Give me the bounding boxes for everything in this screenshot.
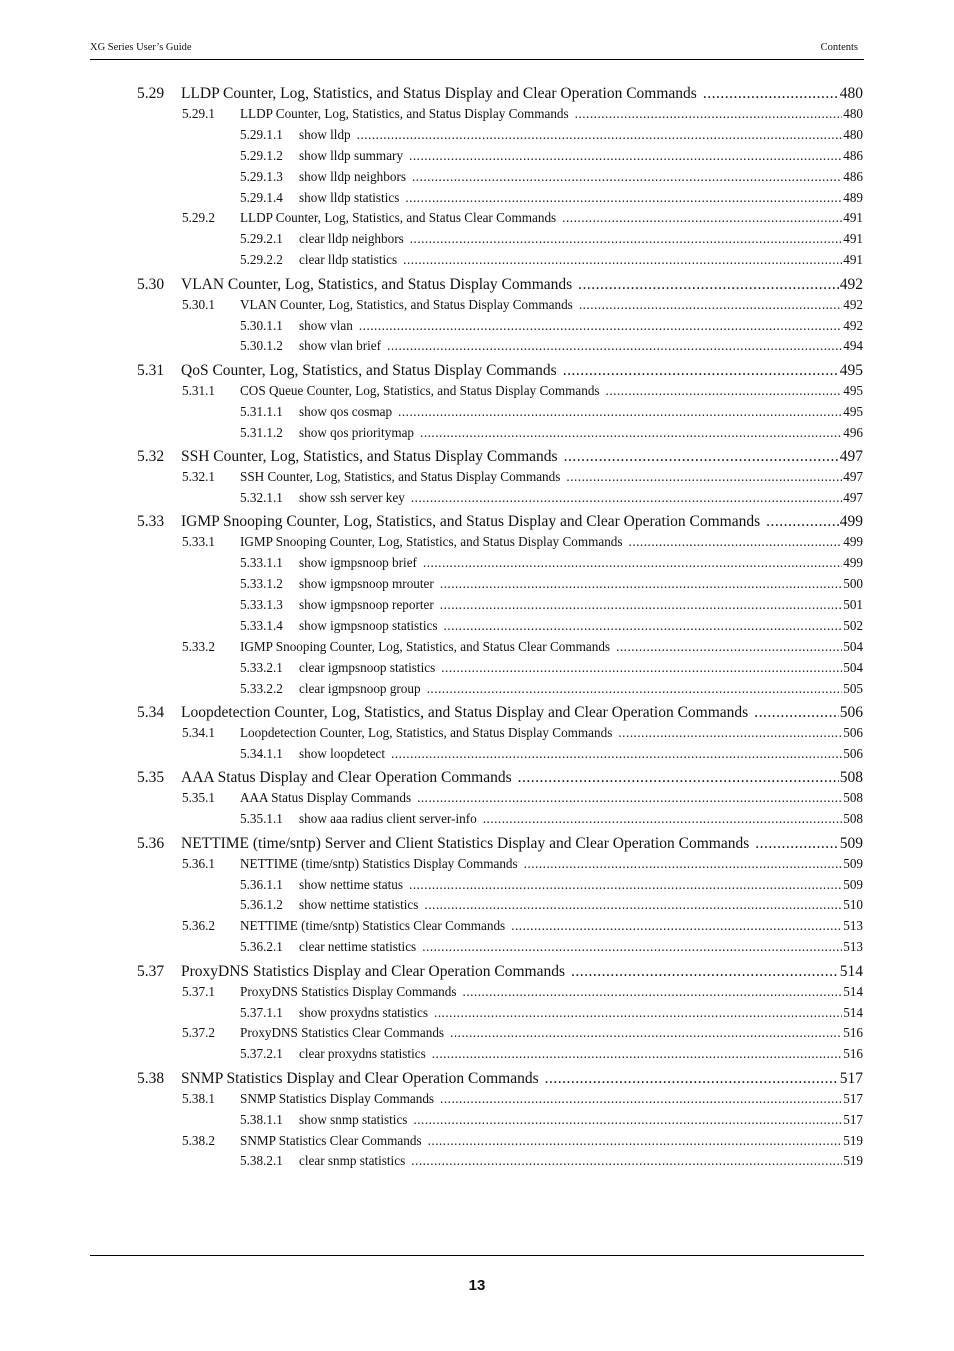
toc-leader-dots [440,1091,842,1107]
toc-entry-page: 480 [839,85,863,102]
toc-entry-number: 5.31.1 [182,382,215,398]
toc-entry-level-3[interactable] [240,1112,863,1133]
toc-entry-page: 509 [843,876,863,892]
toc-entry-page: 517 [839,1069,863,1087]
toc-entry-level-3[interactable] [240,318,863,339]
toc-leader-dots [403,252,842,268]
toc-entry-level-3[interactable] [240,425,863,446]
toc-entry-level-3[interactable] [240,939,863,960]
toc-entry-level-2[interactable] [182,297,863,318]
toc-entry-number: 5.30.1 [182,296,215,312]
toc-entry-title: SSH Counter, Log, Statistics, and Status Display Commands [240,469,561,484]
toc-entry-title: SNMP Statistics Display Commands [240,1090,435,1106]
toc-entry-title: LLDP Counter, Log, Statistics, and Status Display and Clear Operation Commands [181,85,697,102]
toc-entry-title: show lldp statistics [299,189,400,205]
toc-leader-dots [443,618,842,634]
toc-leader-dots [405,190,842,206]
toc-entry-level-2[interactable] [182,856,863,877]
toc-entry-page: 510 [843,897,863,913]
toc-entry-level-1[interactable] [137,963,863,985]
toc-entry-page: 514 [843,983,863,999]
toc-leader-dots [755,835,839,853]
toc-entry-title: clear snmp statistics [299,1153,406,1169]
toc-entry-level-1[interactable] [137,835,863,857]
toc-entry-number: 5.36.1.2 [240,897,283,913]
toc-entry-level-1[interactable] [137,362,863,384]
toc-leader-dots [440,576,842,592]
toc-entry-number: 5.33.1.4 [240,617,283,633]
toc-entry-number: 5.32.1 [182,469,215,484]
toc-entry-number: 5.38.2.1 [240,1153,283,1169]
toc-leader-dots [428,1133,843,1149]
toc-entry-page: 504 [843,659,863,675]
toc-entry-level-3[interactable] [240,1046,863,1067]
toc-entry-title: show lldp summary [299,147,404,163]
toc-entry-level-3[interactable] [240,897,863,918]
toc-entry-title: IGMP Snooping Counter, Log, Statistics, and Status Display and Clear Operation Commands [181,513,761,531]
toc-entry-page: 492 [843,317,863,333]
toc-entry-page: 508 [839,769,863,787]
toc-entry-title: show lldp [299,126,351,142]
toc-entry-number: 5.33.1.1 [240,555,283,571]
toc-entry-level-1[interactable] [137,85,863,107]
toc-leader-dots [409,877,842,893]
toc-leader-dots [606,383,843,399]
toc-leader-dots [357,127,843,143]
toc-entry-number: 5.38.1 [182,1090,215,1106]
toc-entry-number: 5.31.1.2 [240,424,283,440]
toc-entry-level-2[interactable] [182,725,863,746]
toc-entry-number: 5.37.1 [182,983,215,999]
toc-entry-number: 5.31.1.1 [240,403,283,419]
toc-leader-dots [427,681,843,697]
toc-entry-level-1[interactable] [137,1070,863,1092]
toc-entry-level-2[interactable] [182,469,863,490]
toc-leader-dots [423,555,842,571]
toc-leader-dots [450,1025,842,1041]
toc-entry-title: ProxyDNS Statistics Display and Clear Operation Commands [181,962,566,980]
toc-entry-page: 496 [843,424,863,440]
toc-entry-number: 5.29 [137,85,165,102]
toc-leader-dots [411,490,842,506]
toc-entry-number: 5.30.1.2 [240,338,283,354]
toc-leader-dots [398,404,842,420]
toc-entry-page: 506 [839,704,863,722]
toc-entry-title: show proxydns statistics [299,1004,428,1020]
toc-entry-number: 5.33.2 [182,638,215,654]
toc-entry-title: clear nettime statistics [299,939,417,955]
toc-entry-level-3[interactable] [240,190,863,211]
toc-entry-number: 5.36.1 [182,855,215,871]
toc-entry-title: LLDP Counter, Log, Statistics, and Status Display Commands [240,105,569,121]
toc-leader-dots [420,425,842,441]
toc-leader-dots [703,85,839,103]
toc-entry-level-3[interactable] [240,597,863,618]
toc-entry-page: 509 [843,855,863,871]
toc-entry-page: 499 [839,513,863,531]
toc-entry-level-3[interactable] [240,660,863,681]
toc-leader-dots [424,897,842,913]
toc-entry-number: 5.34 [137,704,165,722]
toc-entry-number: 5.37.1.1 [240,1004,283,1020]
toc-entry-number: 5.35.1 [182,790,215,806]
toc-entry-page: 492 [839,275,863,293]
toc-entry-title: ProxyDNS Statistics Display Commands [240,983,457,999]
toc-entry-title: NETTIME (time/sntp) Statistics Display Commands [240,855,518,871]
toc-leader-dots [618,725,842,741]
toc-leader-dots [440,597,842,613]
toc-entry-number: 5.36 [137,834,165,852]
toc-entry-title: show igmpsnoop reporter [299,597,434,612]
toc-leader-dots [359,318,842,334]
toc-entry-number: 5.34.1.1 [240,745,283,761]
toc-entry-page: 500 [843,576,863,592]
toc-entry-level-3[interactable] [240,555,863,576]
toc-entry-number: 5.29.1.2 [240,147,283,163]
toc-entry-page: 504 [843,638,863,654]
toc-entry-page: 491 [843,231,863,247]
toc-entry-title: clear lldp statistics [299,252,398,268]
toc-entry-level-2[interactable] [182,383,863,404]
toc-leader-dots [441,660,842,676]
toc-entry-title: VLAN Counter, Log, Statistics, and Status Display Commands [240,296,573,312]
toc-entry-title: QoS Counter, Log, Statistics, and Status Display Commands [181,361,557,379]
toc-entry-title: IGMP Snooping Counter, Log, Statistics, and Status Display Commands [240,534,623,550]
toc-entry-level-3[interactable] [240,127,863,148]
toc-entry-number: 5.34.1 [182,725,215,740]
toc-entry-level-3[interactable] [240,1005,863,1026]
toc-entry-title: show igmpsnoop brief [299,555,417,571]
footer-rule [90,1255,864,1256]
toc-entry-page: 514 [843,1004,863,1020]
toc-entry-level-3[interactable] [240,746,863,767]
toc-entry-page: 497 [843,489,863,505]
toc-leader-dots [766,513,839,531]
toc-leader-dots [562,210,842,226]
toc-entry-page: 499 [843,555,863,571]
toc-entry-page: 495 [843,403,863,419]
toc-entry-page: 486 [843,147,863,163]
toc-entry-level-3[interactable] [240,338,863,359]
toc-entry-level-2[interactable] [182,210,863,231]
toc-entry-page: 491 [843,252,863,268]
toc-entry-number: 5.36.2.1 [240,939,283,955]
toc-entry-level-2[interactable] [182,1025,863,1046]
toc-entry-number: 5.29.2 [182,210,215,226]
toc-entry-title: show ssh server key [299,489,405,505]
toc-entry-title: show qos prioritymap [299,424,415,440]
toc-entry-page: 499 [843,534,863,550]
toc-leader-dots [564,448,839,466]
toc-entry-title: clear igmpsnoop statistics [299,659,436,675]
toc-entry-title: show aaa radius client server-info [299,811,477,827]
toc-leader-dots [754,704,839,722]
toc-entry-number: 5.38 [137,1069,165,1087]
toc-entry-level-1[interactable] [137,769,863,791]
header-rule [90,59,864,60]
toc-entry-page: 519 [843,1132,863,1148]
toc-entry-number: 5.37.2 [182,1025,215,1041]
toc-entry-page: 516 [843,1025,863,1041]
toc-entry-level-3[interactable] [240,148,863,169]
toc-entry-title: show snmp statistics [299,1111,408,1127]
toc-entry-title: SNMP Statistics Display and Clear Operation Commands [181,1069,539,1087]
toc-leader-dots [413,1112,842,1128]
toc-entry-level-3[interactable] [240,576,863,597]
toc-entry-level-3[interactable] [240,877,863,898]
toc-entry-level-2[interactable] [182,1133,863,1154]
toc-entry-title: AAA Status Display and Clear Operation Commands [181,769,512,787]
toc-entry-page: 502 [843,617,863,633]
toc-leader-dots [422,939,842,955]
toc-leader-dots [571,963,839,981]
toc-entry-number: 5.32 [137,448,165,466]
toc-entry-number: 5.36.2 [182,918,215,934]
toc-entry-number: 5.33 [137,513,165,531]
toc-leader-dots [566,469,842,485]
toc-entry-page: 501 [843,597,863,612]
toc-entry-page: 489 [843,189,863,205]
toc-entry-level-3[interactable] [240,252,863,273]
toc-entry-page: 516 [843,1046,863,1062]
toc-entry-title: show igmpsnoop statistics [299,617,438,633]
toc-entry-title: SSH Counter, Log, Statistics, and Status Display Commands [181,448,558,466]
toc-leader-dots [432,1046,843,1062]
toc-leader-dots [518,769,839,787]
toc-leader-dots [483,811,843,827]
toc-entry-page: 492 [843,296,863,312]
toc-entry-title: show qos cosmap [299,403,393,419]
toc-leader-dots [434,1005,842,1021]
toc-entry-number: 5.37.2.1 [240,1046,283,1062]
toc-entry-page: 506 [843,745,863,761]
toc-entry-number: 5.33.2.1 [240,659,283,675]
toc-entry-page: 505 [843,680,863,696]
toc-entry-page: 509 [839,834,863,852]
toc-leader-dots [411,1153,842,1169]
toc-entry-level-3[interactable] [240,231,863,252]
toc-entry-level-2[interactable] [182,106,863,127]
toc-entry-title: clear lldp neighbors [299,231,404,247]
toc-entry-number: 5.33.1 [182,534,215,550]
toc-entry-title: NETTIME (time/sntp) Server and Client Statistics Display and Clear Operation Commands [181,834,750,852]
toc-entry-title: show loopdetect [299,745,386,761]
toc-entry-number: 5.29.1 [182,105,215,121]
toc-entry-page: 495 [843,382,863,398]
toc-entry-page: 508 [843,790,863,806]
toc-entry-title: show nettime status [299,876,404,892]
toc-entry-title: LLDP Counter, Log, Statistics, and Status Clear Commands [240,210,557,226]
toc-leader-dots [563,362,839,380]
toc-entry-title: show vlan brief [299,338,382,354]
toc-entry-level-3[interactable] [240,681,863,702]
toc-leader-dots [511,918,842,934]
toc-entry-level-3[interactable] [240,811,863,832]
toc-entry-title: AAA Status Display Commands [240,790,412,806]
toc-entry-title: clear igmpsnoop group [299,680,421,696]
toc-entry-title: COS Queue Counter, Log, Statistics, and Status Display Commands [240,382,600,398]
toc-entry-title: show lldp neighbors [299,168,406,184]
toc-entry-level-3[interactable] [240,404,863,425]
toc-entry-level-3[interactable] [240,618,863,639]
toc-entry-number: 5.30.1.1 [240,317,283,333]
toc-entry-number: 5.33.1.3 [240,597,283,612]
toc-entry-page: 514 [839,962,863,980]
toc-leader-dots [409,148,842,164]
toc-entry-number: 5.33.1.2 [240,576,283,592]
toc-leader-dots [578,276,839,294]
toc-entry-level-2[interactable] [182,534,863,555]
toc-leader-dots [575,106,843,122]
toc-entry-number: 5.29.1.1 [240,126,283,142]
toc-entry-page: 494 [843,338,863,354]
toc-entry-page: 506 [843,725,863,740]
toc-leader-dots [412,169,842,185]
toc-entry-level-3[interactable] [240,169,863,190]
toc-entry-title: ProxyDNS Statistics Clear Commands [240,1025,445,1041]
running-header-title: XG Series User’s Guide [90,42,192,53]
toc-entry-page: 480 [843,105,863,121]
toc-entry-number: 5.29.2.2 [240,252,283,268]
toc-entry-page: 513 [843,918,863,934]
toc-entry-number: 5.29.2.1 [240,231,283,247]
toc-entry-title: Loopdetection Counter, Log, Statistics, and Status Display Commands [240,725,613,740]
toc-entry-level-2[interactable] [182,918,863,939]
toc-entry-number: 5.31 [137,361,165,379]
toc-entry-title: show vlan [299,317,353,333]
toc-leader-dots [417,790,842,806]
toc-entry-level-3[interactable] [240,1153,863,1174]
toc-entry-page: 517 [843,1090,863,1106]
toc-entry-level-1[interactable] [137,276,863,298]
toc-entry-number: 5.38.1.1 [240,1111,283,1127]
toc-entry-title: clear proxydns statistics [299,1046,426,1062]
toc-entry-title: show nettime statistics [299,897,419,913]
toc-entry-title: Loopdetection Counter, Log, Statistics, and Status Display and Clear Operation Commands [181,704,749,722]
toc-leader-dots [387,338,842,354]
toc-entry-page: 486 [843,168,863,184]
toc-entry-page: 480 [843,126,863,142]
toc-entry-number: 5.36.1.1 [240,876,283,892]
toc-leader-dots [463,984,843,1000]
toc-entry-level-1[interactable] [137,448,863,470]
toc-entry-title: show igmpsnoop mrouter [299,576,434,592]
toc-entry-number: 5.33.2.2 [240,680,283,696]
toc-entry-number: 5.30 [137,275,165,293]
toc-leader-dots [616,639,842,655]
toc-entry-number: 5.38.2 [182,1132,215,1148]
toc-entry-level-2[interactable] [182,984,863,1005]
toc-entry-number: 5.29.1.4 [240,189,283,205]
toc-entry-title: NETTIME (time/sntp) Statistics Clear Commands [240,918,506,934]
toc-leader-dots [545,1070,839,1088]
toc-entry-number: 5.35.1.1 [240,811,283,827]
toc-entry-level-2[interactable] [182,639,863,660]
toc-leader-dots [629,534,843,550]
toc-leader-dots [524,856,843,872]
toc-entry-level-2[interactable] [182,1091,863,1112]
toc-entry-page: 491 [843,210,863,226]
toc-entry-number: 5.37 [137,962,165,980]
toc-entry-level-1[interactable] [137,513,863,535]
toc-entry-number: 5.35 [137,769,165,787]
toc-entry-page: 519 [843,1153,863,1169]
toc-entry-level-2[interactable] [182,790,863,811]
toc-entry-title: VLAN Counter, Log, Statistics, and Status Display Commands [181,275,573,293]
toc-entry-title: SNMP Statistics Clear Commands [240,1132,422,1148]
toc-leader-dots [579,297,842,313]
toc-entry-page: 513 [843,939,863,955]
toc-entry-number: 5.32.1.1 [240,489,283,505]
toc-entry-number: 5.29.1.3 [240,168,283,184]
toc-leader-dots [391,746,842,762]
toc-entry-page: 497 [843,469,863,484]
toc-entry-page: 508 [843,811,863,827]
toc-entry-page: 517 [843,1111,863,1127]
toc-entry-level-3[interactable] [240,490,863,511]
running-header-section: Contents [820,42,858,53]
page-number: 13 [468,1277,486,1294]
toc-entry-page: 497 [839,448,863,466]
toc-leader-dots [410,231,842,247]
toc-entry-level-1[interactable] [137,704,863,726]
toc-entry-page: 495 [839,361,863,379]
toc-entry-title: IGMP Snooping Counter, Log, Statistics, and Status Clear Commands [240,638,611,654]
